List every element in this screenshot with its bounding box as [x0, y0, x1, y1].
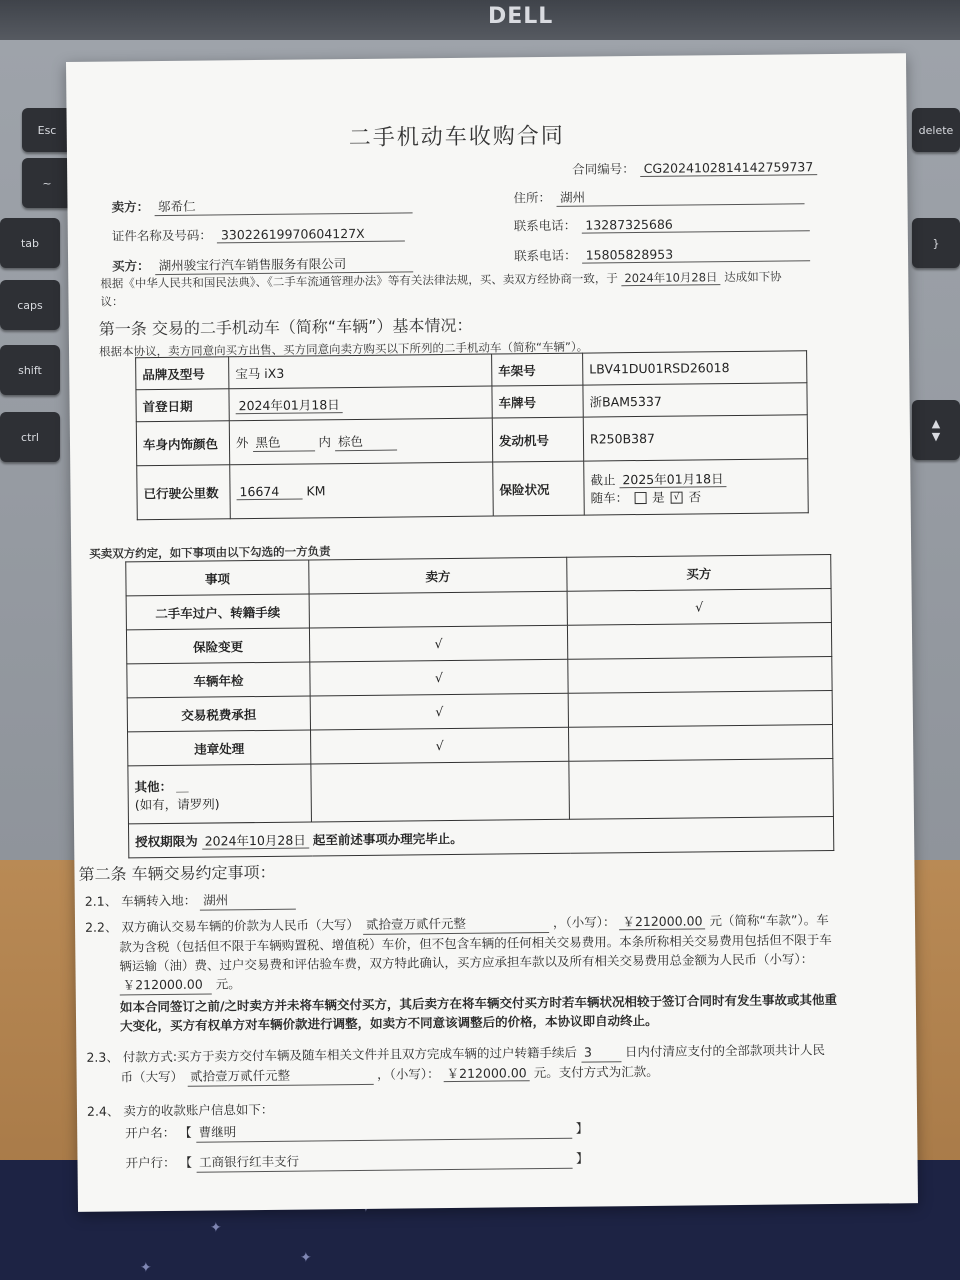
mileage-label: 已行驶公里数: [137, 465, 231, 520]
key-caps: caps: [0, 280, 60, 330]
clause-2-1-label: 车辆转入地：: [121, 892, 197, 909]
contract-no-label: 合同编号：: [572, 161, 635, 177]
intro-text-c: 议：: [100, 294, 124, 309]
ext-color: 黑色: [252, 432, 314, 452]
price-lower: ￥212000.00: [619, 913, 705, 930]
duty-seller-mark: √: [310, 693, 568, 730]
insurance-cell: [584, 459, 809, 515]
ext-label: 外: [235, 435, 249, 451]
reg-cell: [229, 386, 492, 421]
account-name-row: [125, 1119, 588, 1144]
no-checkbox-checked[interactable]: √: [671, 492, 683, 504]
clause-2-2-text-a: 双方确认交易车辆的价款为人民币（大写）: [121, 916, 360, 935]
address-label: 住所：: [513, 189, 552, 206]
seller-phone-label: 联系电话：: [513, 217, 577, 234]
bracket-right: 】: [575, 1150, 589, 1166]
key-tilde: ~: [22, 158, 72, 208]
other-cell: [128, 764, 312, 824]
with-car-label: 随车：: [590, 489, 629, 506]
buyer-name: 湖州骏宝行汽车销售服务有限公司: [155, 253, 413, 275]
engine-label: 发动机号: [492, 417, 583, 462]
id-label: 证件名称及号码：: [111, 227, 212, 244]
deadline-label: 授权期限为: [135, 833, 198, 849]
bold-line-2: 大变化，买方有权单方对车辆价款进行调整，如卖方不同意该调整后的价格，本协议即自动终止。: [120, 1012, 658, 1034]
clause-2-4: [87, 1100, 274, 1121]
duty-header-item: 事项: [126, 560, 309, 596]
duty-buyer-mark: √: [567, 589, 831, 626]
int-label: 内: [318, 434, 332, 450]
bank-label: 开户行：: [125, 1154, 176, 1171]
ins-until-value: 2025年01月18日: [619, 471, 726, 488]
other-buyer: [569, 759, 834, 820]
clause-2-1-no: 2.1、: [84, 893, 118, 909]
key-arrows: ▲ ▼: [912, 400, 960, 460]
bracket-left: 【: [179, 1154, 193, 1170]
key-shift: shift: [0, 345, 60, 395]
seller-phone-row: [514, 212, 810, 234]
no-label: 否: [688, 488, 702, 505]
mileage-unit: KM: [306, 482, 326, 499]
other-note: (如有，请罗列): [134, 795, 220, 812]
clause-2-3-text-d: ，（小写）：: [377, 1066, 440, 1082]
address-value: 湖州: [556, 185, 804, 207]
bold-line-1: 如本合同签订之前/之时卖方并未将车辆交付买方，其后卖方在将车辆交付买方时若车辆状况相较于签订合同时有发生事故或其他重: [119, 991, 838, 1015]
duty-buyer-mark: [568, 657, 832, 694]
yes-checkbox[interactable]: [634, 492, 646, 504]
clause-2-2-line3: 辆运输（油）费、过户交易费和评估验车费，双方特此确认，买方应承担车款以及所有相关交易费用总金额为人民币（小写）：: [119, 951, 814, 974]
address-row: [513, 184, 804, 207]
deadline-cell: [128, 817, 833, 858]
key-ctrl: ctrl: [0, 412, 60, 462]
intro-date: 2024年10月28日: [621, 270, 720, 286]
ins-until-label: 截止: [590, 471, 616, 488]
seller-row: [111, 193, 412, 216]
reg-label: 首登日期: [136, 389, 229, 422]
other-label: 其他：: [134, 778, 173, 794]
clause-2-2-text-b: ，（小写）：: [552, 914, 616, 930]
payment-days: 3: [581, 1042, 621, 1062]
mileage-cell: [230, 462, 494, 519]
vin-label: 车架号: [492, 353, 583, 386]
clause-2-2-no: 2.2、: [84, 919, 118, 935]
duty-seller-mark: √: [309, 625, 567, 662]
contract-paper: [66, 53, 918, 1212]
clause-2-3-text-e: 元。支付方式为汇款。: [533, 1063, 659, 1081]
bracket-right: 】: [575, 1120, 589, 1136]
payment-upper: 贰拾壹万贰仟元整: [187, 1065, 373, 1087]
duty-intro: 买卖双方约定，如下事项由以下勾选的一方负责: [89, 544, 331, 561]
insurance-label: 保险状况: [493, 461, 585, 516]
total-amount: ￥212000.00: [120, 975, 212, 996]
other-seller: [311, 761, 570, 822]
yes-label: 是: [651, 489, 665, 505]
deadline-date: 2024年10月28日: [202, 832, 309, 849]
contract-title: 二手机动车收购合同: [348, 123, 565, 152]
duty-seller-mark: [309, 591, 567, 628]
seller-phone: 13287325686: [581, 215, 809, 233]
bold-clause: [120, 990, 837, 1036]
reg-value: 2024年01月18日: [236, 397, 343, 414]
plate-value: 浙BAM5337: [583, 383, 807, 417]
clause-2-3: [86, 1040, 825, 1088]
bracket-left: 【: [179, 1124, 192, 1140]
int-color: 棕色: [335, 432, 397, 452]
duty-seller-mark: √: [311, 727, 569, 764]
article-1-heading: 第一条 交易的二手机动车（简称“车辆”）基本情况：: [98, 315, 473, 339]
seller-label: 卖方：: [111, 199, 150, 215]
plate-label: 车牌号: [492, 385, 583, 418]
intro-text-a: 根据《中华人民共和国民法典》、《二手车流通管理办法》等有关法律法规，买、卖双方经协商一致，于: [100, 271, 618, 291]
clause-2-2-line2: 款为含税（包括但不限于车辆购置税、增值税）车价，但不包含车辆的任何相关交易费用。本条所称相关交易费用包括但不限于车: [119, 932, 832, 955]
total-yuan: 元。: [215, 976, 241, 992]
clause-2-3-text-a: 付款方式:买方于卖方交付车辆及随车相关文件并且双方完成车辆的过户转籍手续后: [122, 1044, 578, 1065]
bank-row: [125, 1149, 588, 1174]
payment-lower: ￥212000.00: [444, 1065, 530, 1082]
id-number: 33022619970604127X: [217, 225, 405, 243]
floor: ✦ ✦ ✦: [0, 1160, 960, 1280]
account-name-label: 开户名：: [125, 1124, 176, 1141]
id-row: [112, 222, 405, 244]
duty-item: 保险变更: [126, 628, 309, 664]
duty-buyer-mark: [568, 725, 832, 762]
laptop-lid: [0, 0, 960, 40]
vehicle-table: [135, 350, 809, 520]
duty-item: 二手车过户、转籍手续: [126, 594, 309, 630]
clause-2-1: [85, 890, 297, 912]
clause-2-3-text-b: 日内付清应支付的全部款项共计人民: [624, 1042, 826, 1060]
engine-value: R250B387: [583, 415, 807, 461]
contract-number-row: [572, 156, 817, 178]
seller-name: 邬希仁: [154, 194, 412, 216]
contract-no: CG2024102814142759737: [640, 159, 818, 177]
account-name: 曹继明: [196, 1119, 572, 1143]
table-row-other: [128, 759, 834, 824]
duty-header-buyer: 买方: [567, 555, 831, 592]
intro-text-b: 达成如下协: [724, 269, 782, 285]
color-label: 车身内饰颜色: [136, 421, 229, 466]
duty-item: 违章处理: [128, 730, 311, 766]
buyer-phone: 15805828953: [582, 245, 810, 263]
key-brace-right: }: [912, 218, 960, 268]
clause-2-4-label: 卖方的收款账户信息如下：: [123, 1101, 274, 1119]
clause-2-4-no: 2.4、: [86, 1103, 120, 1119]
duty-buyer-mark: [568, 691, 832, 728]
buyer-phone-label: 联系电话：: [513, 247, 577, 264]
article-1-sub: 根据本协议，卖方同意向买方出售、买方同意向卖方购买以下所列的二手机动车（简称“车辆”）。: [98, 339, 589, 359]
brand-label: 品牌及型号: [136, 357, 229, 390]
duty-item: 车辆年检: [127, 662, 310, 698]
duty-header-seller: 卖方: [309, 557, 567, 594]
clause-2-2-text-c: 元（简称“车款”）。车: [709, 912, 829, 929]
mileage-value: 16674: [236, 483, 302, 500]
key-delete: delete: [912, 108, 960, 152]
key-esc: Esc: [22, 108, 72, 152]
buyer-label: 买方：: [112, 258, 150, 274]
bank-name: 工商银行红丰支行: [196, 1149, 572, 1173]
dell-logo: DELL: [488, 4, 554, 29]
other-blank: ＿: [176, 778, 189, 794]
color-cell: [229, 418, 492, 465]
clause-2-3-no: 2.3、: [86, 1049, 119, 1065]
duty-buyer-mark: [567, 623, 831, 660]
price-upper: 贰拾壹万贰仟元整: [363, 913, 549, 935]
clause-2-3-text-c: 币（大写）: [120, 1068, 184, 1085]
duty-seller-mark: √: [310, 659, 568, 696]
deadline-tail: 起至前述事项办理完毕止。: [312, 830, 463, 847]
duty-table: [125, 554, 834, 858]
clause-2-1-value: 湖州: [200, 890, 296, 911]
article-2-heading: 第二条 车辆交易约定事项：: [78, 862, 276, 884]
clause-2-2: [85, 910, 832, 996]
vin-value: LBV41DU01RSD26018: [583, 351, 807, 385]
key-tab: tab: [0, 218, 60, 268]
brand-value: 宝马 iX3: [229, 354, 492, 389]
buyer-phone-row: [514, 242, 810, 264]
duty-item: 交易税费承担: [127, 696, 310, 732]
